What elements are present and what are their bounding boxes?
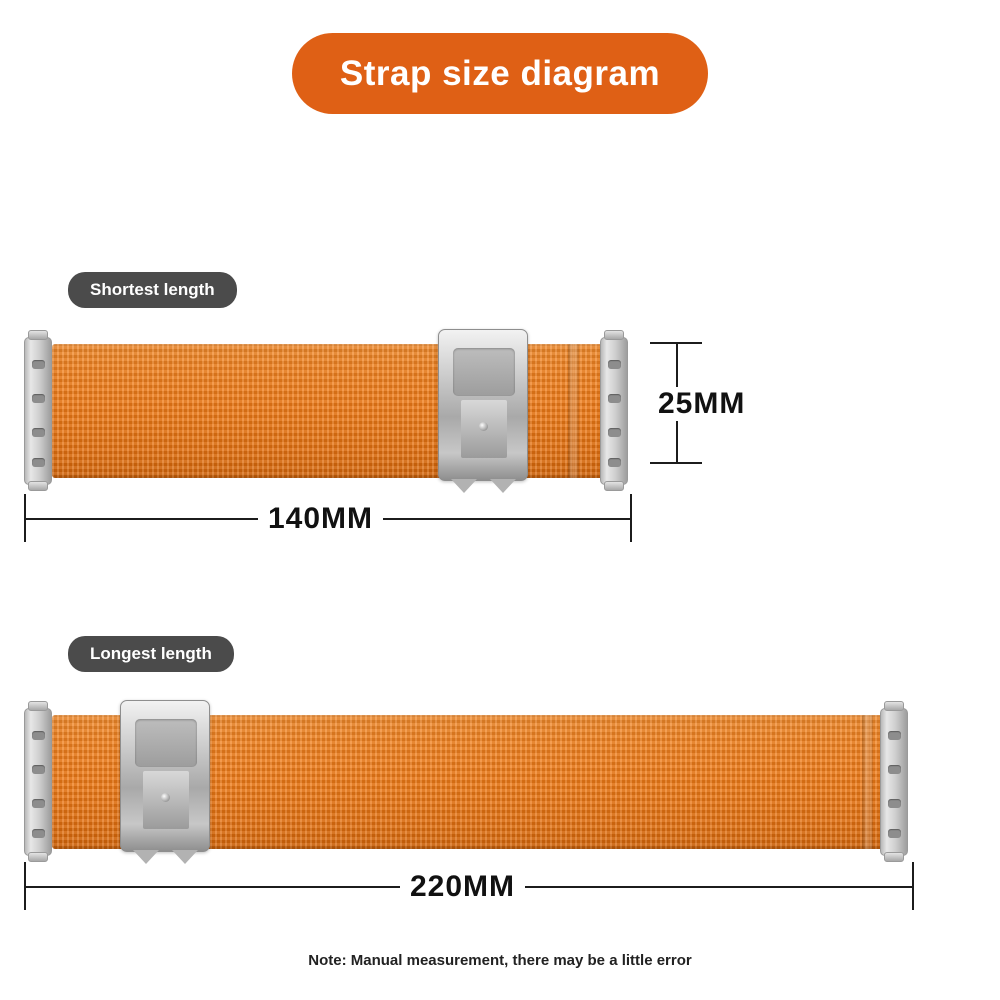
lug-notch-icon — [32, 394, 45, 403]
lug-notch-icon — [32, 428, 45, 437]
buckle-rivet — [479, 422, 488, 431]
lug-tab-bottom-right-short — [604, 481, 624, 491]
buckle-rivet — [161, 793, 170, 802]
title-pill — [292, 33, 708, 114]
band-left-short — [52, 344, 452, 478]
lug-notch-icon — [888, 765, 901, 774]
lug-notch-icon — [608, 360, 621, 369]
lug-tab-bottom-left-short — [28, 481, 48, 491]
buckle-tail-short — [451, 479, 477, 493]
band-right-long — [200, 715, 886, 849]
lug-notch-icon — [888, 799, 901, 808]
lug-tab-top-left-short — [28, 330, 48, 340]
buckle-tail-long — [172, 850, 198, 864]
lug-notch-icon — [888, 829, 901, 838]
lug-notch-icon — [608, 428, 621, 437]
band-fold-short — [568, 344, 579, 478]
dim-tick-left — [24, 494, 26, 542]
lug-notch-icon — [32, 360, 45, 369]
dim-tick-top — [650, 342, 702, 344]
label-longest-length: Longest length — [68, 636, 234, 672]
buckle-slot — [453, 348, 515, 396]
dim-tick-left — [24, 862, 26, 910]
dim-tick-right — [912, 862, 914, 910]
lug-tab-bottom-left-long — [28, 852, 48, 862]
dim-label-length-long: 220MM — [400, 870, 525, 904]
band-fold-long — [862, 715, 873, 849]
lug-notch-icon — [32, 458, 45, 467]
lug-notch-icon — [32, 765, 45, 774]
dim-tick-bottom — [650, 462, 702, 464]
dim-tick-right — [630, 494, 632, 542]
dim-label-width: 25MM — [648, 387, 755, 421]
dim-label-length-short: 140MM — [258, 502, 383, 536]
footer-note: Note: Manual measurement, there may be a little error — [308, 952, 692, 969]
lug-tab-top-right-short — [604, 330, 624, 340]
lug-tab-bottom-right-long — [884, 852, 904, 862]
buckle-short — [438, 329, 528, 481]
lug-notch-icon — [608, 394, 621, 403]
buckle-tail-long — [133, 850, 159, 864]
lug-notch-icon — [888, 731, 901, 740]
lug-left-short — [24, 337, 52, 485]
lug-notch-icon — [608, 458, 621, 467]
lug-tab-top-right-long — [884, 701, 904, 711]
lug-tab-top-left-long — [28, 701, 48, 711]
buckle-long — [120, 700, 210, 852]
lug-right-long — [880, 708, 908, 856]
page-title: Strap size diagram — [339, 53, 661, 93]
buckle-slot — [135, 719, 197, 767]
lug-notch-icon — [32, 829, 45, 838]
buckle-tail-short — [490, 479, 516, 493]
lug-notch-icon — [32, 731, 45, 740]
label-shortest-length: Shortest length — [68, 272, 237, 308]
lug-right-short — [600, 337, 628, 485]
lug-left-long — [24, 708, 52, 856]
lug-notch-icon — [32, 799, 45, 808]
